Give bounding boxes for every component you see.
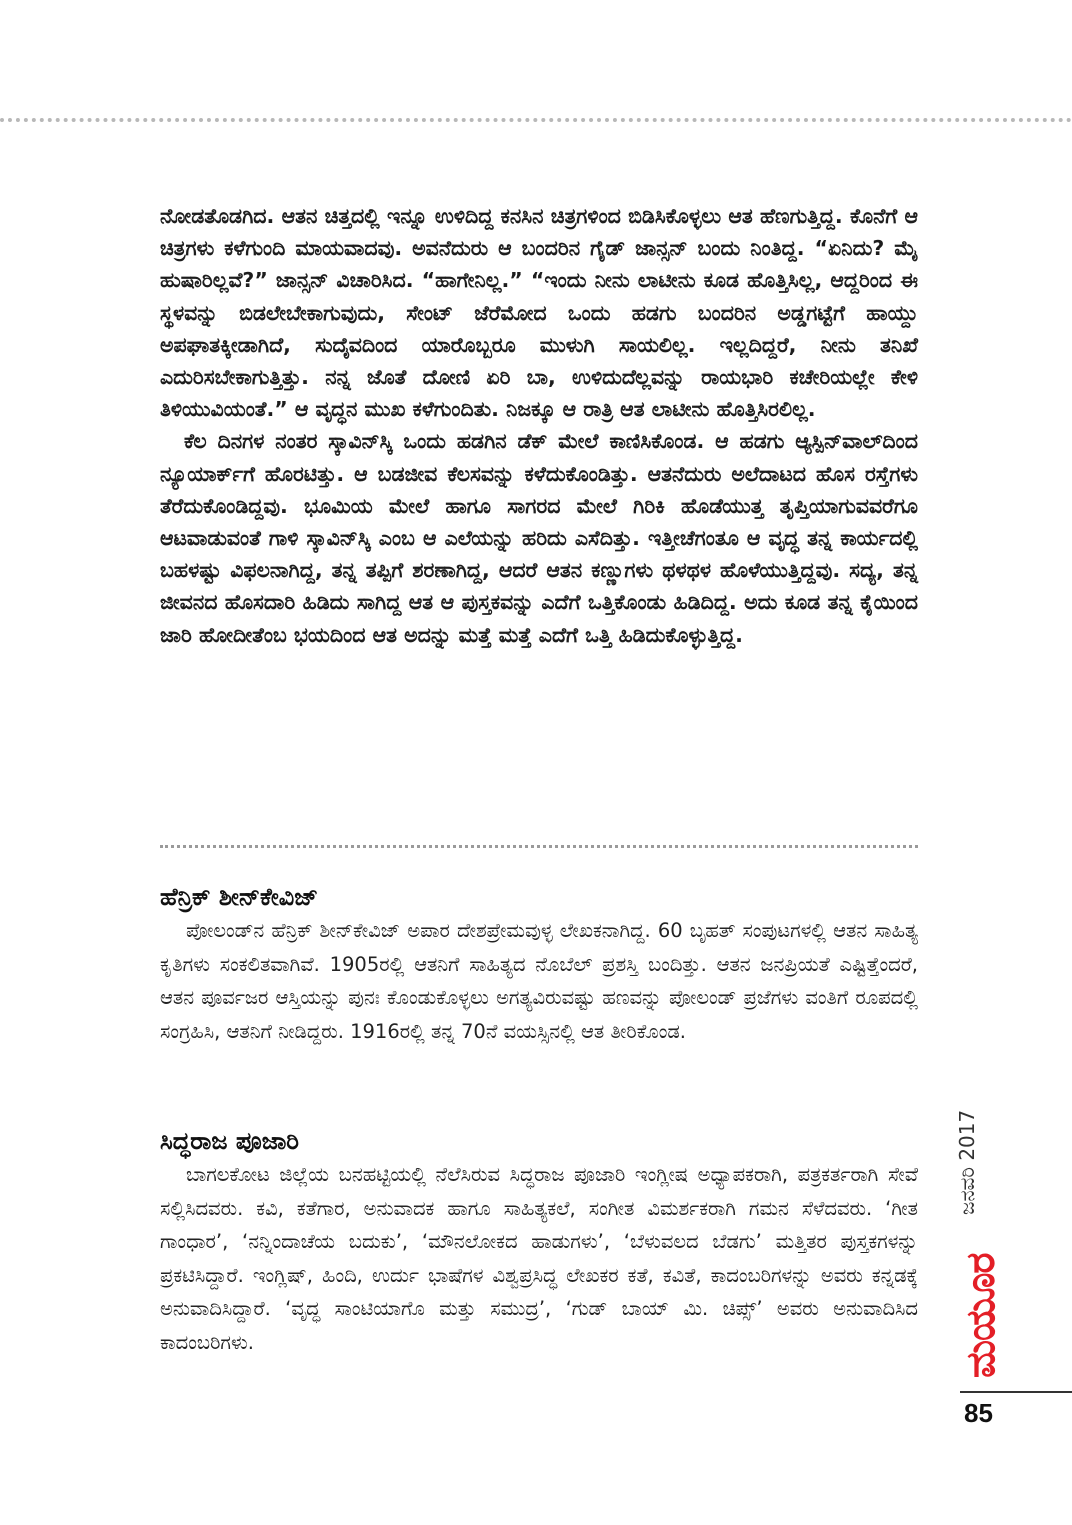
- page-number-rule: [960, 1391, 1072, 1393]
- page-number: 85: [964, 1398, 993, 1428]
- top-dotted-divider: [0, 118, 1072, 122]
- story-text: [160, 200, 918, 651]
- author-bio-text: ಪೋಲಂಡ್‌ನ ಹೆನ್ರಿಕ್ ಶೀನ್‌ಕೇವಿಜ್ ಅಪಾರ ದೇಶಪ್ರೇಮವುಳ್ಳ ಲೇಖಕನಾಗಿದ್ದ. 60 ಬೃಹತ್ ಸಂಪುಟಗಳಲ್ಲಿ ಆತನ ಸಾಹಿತ್ಯ ಕೃತಿಗಳು ಸಂಕಲಿತವಾಗಿವೆ. 1905ರಲ್ಲಿ ಆತನಿಗೆ ಸಾಹಿತ್ಯದ ನೊಬೆಲ್ ಪ್ರಶಸ್ತಿ ಬಂದಿತ್ತು. ಆತನ ಜನಪ್ರಿಯತೆ ಎಷ್ಟಿತ್ತೆಂದರೆ, ಆತನ ಪೂರ್ವಜರ ಆಸ್ತಿಯನ್ನು ಪುನಃ ಕೊಂಡುಕೊಳ್ಳಲು ಅಗತ್ಯವಿರುವಷ್ಟು ಹಣವನ್ನು ಪೋಲಂಡ್ ಪ್ರಜೆಗಳು ವಂತಿಗೆ ರೂಪದಲ್ಲಿ ಸಂಗ್ರಹಿಸಿ, ಆತನಿಗೆ ನೀಡಿದ್ದರು. 1916ರಲ್ಲಿ ತನ್ನ 70ನೆ ವಯಸ್ಸಿನಲ್ಲಿ ಆತ ತೀರಿಕೊಂಡ.: [160, 919, 918, 1043]
- story-paragraph: ನೋಡತೊಡಗಿದ. ಆತನ ಚಿತ್ತದಲ್ಲಿ ಇನ್ನೂ ಉಳಿದಿದ್ದ ಕನಸಿನ ಚಿತ್ರಗಳಿಂದ ಬಿಡಿಸಿಕೊಳ್ಳಲು ಆತ ಹೆಣಗುತ್ತಿದ್ದ. ಕೊನೆಗೆ ಆ ಚಿತ್ರಗಳು ಕಳೆಗುಂದಿ ಮಾಯವಾದವು. ಅವನೆದುರು ಆ ಬಂದರಿನ ಗೈಡ್ ಜಾನ್ಸನ್ ಬಂದು ನಿಂತಿದ್ದ. “ಏನಿದು? ಮೈ ಹುಷಾರಿಲ್ಲವೆ?” ಜಾನ್ಸನ್ ವಿಚಾರಿಸಿದ. “ಹಾಗೇನಿಲ್ಲ.” “ಇಂದು ನೀನು ಲಾಟೀನು ಕೂಡ ಹೊತ್ತಿಸಿಲ್ಲ, ಆದ್ದರಿಂದ ಈ ಸ್ಥಳವನ್ನು ಬಿಡಲೇಬೇಕಾಗುವುದು, ಸೇಂಟ್ ಜೆರೆಮೋದ ಒಂದು ಹಡಗು ಬಂದರಿನ ಅಡ್ಡಗಟ್ಟೆಗೆ ಹಾಯ್ದು ಅಪಘಾತಕ್ಕೀಡಾಗಿದೆ, ಸುದೈವದಿಂದ ಯಾರೊಬ್ಬರೂ ಮುಳುಗಿ ಸಾಯಲಿಲ್ಲ. ಇಲ್ಲದಿದ್ದರೆ, ನೀನು ತನಿಖೆ ಎದುರಿಸಬೇಕಾಗುತ್ತಿತ್ತು. ನನ್ನ ಜೊತೆ ದೋಣಿ ಏರಿ ಬಾ, ಉಳಿದುದೆಲ್ಲವನ್ನು ರಾಯಭಾರಿ ಕಚೇರಿಯಲ್ಲೇ ಕೇಳಿ ತಿಳಿಯುವಿಯಂತೆ.” ಆ ವೃದ್ಧನ ಮುಖ ಕಳೆಗುಂದಿತು. ನಿಜಕ್ಕೂ ಆ ರಾತ್ರಿ ಆತ ಲಾಟೀನು ಹೊತ್ತಿಸಿರಲಿಲ್ಲ.: [160, 204, 918, 422]
- translator-bio-text: ಬಾಗಲಕೋಟ ಜಿಲ್ಲೆಯ ಬನಹಟ್ಟಿಯಲ್ಲಿ ನೆಲೆಸಿರುವ ಸಿದ್ಧರಾಜ ಪೂಜಾರಿ ಇಂಗ್ಲೀಷ ಅಧ್ಯಾಪಕರಾಗಿ, ಪತ್ರಕರ್ತರಾಗಿ ಸೇವೆ ಸಲ್ಲಿಸಿದವರು. ಕವಿ, ಕತೆಗಾರ, ಅನುವಾದಕ ಹಾಗೂ ಸಾಹಿತ್ಯಕಲೆ, ಸಂಗೀತ ವಿಮರ್ಶಕರಾಗಿ ಗಮನ ಸೆಳೆದವರು. ‘ಗೀತ ಗಾಂಧಾರ’, ‘ನನ್ನಿಂದಾಚೆಯ ಬದುಕು’, ‘ಮೌನಲೋಕದ ಹಾಡುಗಳು’, ‘ಬೆಳುವಲದ ಬೆಡಗು’ ಮತ್ತಿತರ ಪುಸ್ತಕಗಳನ್ನು ಪ್ರಕಟಿಸಿದ್ದಾರೆ. ಇಂಗ್ಲಿಷ್, ಹಿಂದಿ, ಉರ್ದು ಭಾಷೆಗಳ ವಿಶ್ವಪ್ರಸಿದ್ಧ ಲೇಖಕರ ಕತೆ, ಕವಿತೆ, ಕಾದಂಬರಿಗಳನ್ನು ಅವರು ಕನ್ನಡಕ್ಕೆ ಅನುವಾದಿಸಿದ್ದಾರೆ. ‘ವೃದ್ಧ ಸಾಂಟಿಯಾಗೊ ಮತ್ತು ಸಮುದ್ರ’, ‘ಗುಡ್ ಬಾಯ್ ಮಿ. ಚಿಪ್ಸ್’ ಅವರು ಅನುವಾದಿಸಿದ ಕಾದಂಬರಿಗಳು.: [160, 1163, 918, 1354]
- author-name-heading: ಹೆನ್ರಿಕ್ ಶೀನ್‌ಕೇವಿಜ್: [160, 883, 319, 911]
- section-dotted-divider: [160, 845, 918, 848]
- translator-bio: [160, 1124, 918, 1359]
- story-paragraph: ಕೆಲ ದಿನಗಳ ನಂತರ ಸ್ಕಾವಿನ್‌ಸ್ಕಿ ಒಂದು ಹಡಗಿನ ಡೆಕ್ ಮೇಲೆ ಕಾಣಿಸಿಕೊಂಡ. ಆ ಹಡಗು ಆ್ಯಸ್ಪಿನ್‌ವಾಲ್‌ದಿಂದ ನ್ಯೂಯಾರ್ಕ್‌ಗೆ ಹೊರಟಿತ್ತು. ಆ ಬಡಜೀವ ಕೆಲಸವನ್ನು ಕಳೆದುಕೊಂಡಿತ್ತು. ಆತನೆದುರು ಅಲೆದಾಟದ ಹೊಸ ರಸ್ತೆಗಳು ತೆರೆದುಕೊಂಡಿದ್ದವು. ಭೂಮಿಯ ಮೇಲೆ ಹಾಗೂ ಸಾಗರದ ಮೇಲೆ ಗಿರಿಕಿ ಹೊಡೆಯುತ್ತ ತೃಪ್ತಿಯಾಗುವವರೆಗೂ ಆಟವಾಡುವಂತೆ ಗಾಳಿ ಸ್ಕಾವಿನ್‌ಸ್ಕಿ ಎಂಬ ಆ ಎಲೆಯನ್ನು ಹರಿದು ಎಸೆದಿತ್ತು. ಇತ್ತೀಚೆಗಂತೂ ಆ ವೃದ್ಧ ತನ್ನ ಕಾರ್ಯದಲ್ಲಿ ಬಹಳಷ್ಟು ವಿಫಲನಾಗಿದ್ದ, ತನ್ನ ತಪ್ಪಿಗೆ ಶರಣಾಗಿದ್ದ, ಆದರೆ ಆತನ ಕಣ್ಣುಗಳು ಥಳಥಳ ಹೊಳೆಯುತ್ತಿದ್ದವು. ಸದ್ಯ, ತನ್ನ ಜೀವನದ ಹೊಸದಾರಿ ಹಿಡಿದು ಸಾಗಿದ್ದ ಆತ ಆ ಪುಸ್ತಕವನ್ನು ಎದೆಗೆ ಒತ್ತಿಕೊಂಡು ಹಿಡಿದಿದ್ದ. ಅದು ಕೂಡ ತನ್ನ ಕೈಯಿಂದ ಜಾರಿ ಹೋದೀತೆಂಬ ಭಯದಿಂದ ಆತ ಅದನ್ನು ಮತ್ತೆ ಮತ್ತೆ ಎದೆಗೆ ಒತ್ತಿ ಹಿಡಿದುಕೊಳ್ಳುತ್ತಿದ್ದ.: [160, 429, 918, 647]
- translator-name-heading: ಸಿದ್ಧರಾಜ ಪೂಜಾರಿ: [160, 1127, 299, 1155]
- magazine-logo: ಮಯೂರ: [958, 1253, 1004, 1378]
- issue-date: ಜನವರಿ 2017: [955, 1109, 979, 1215]
- author-bio: [160, 880, 918, 1048]
